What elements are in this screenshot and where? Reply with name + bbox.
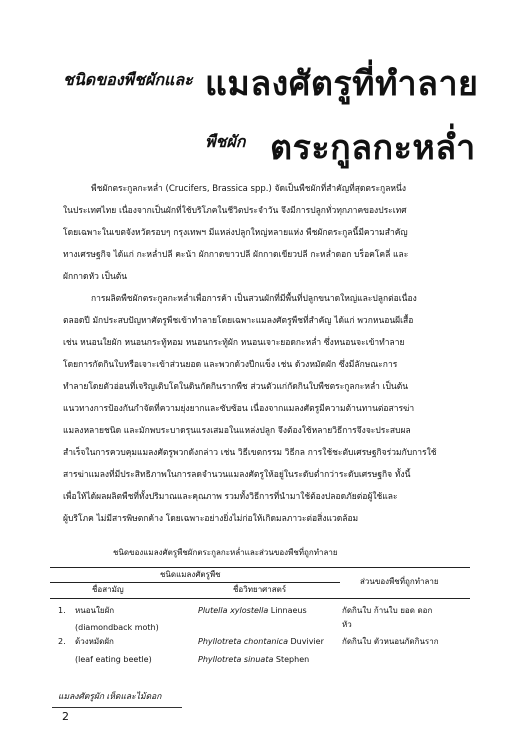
scientific-name [198, 604, 307, 618]
scientific-genus-species: Phyllotreta sinuata [198, 655, 274, 664]
subtitle-prefix: พืชผัก [205, 134, 246, 151]
scientific-author: Duvivier [290, 637, 324, 646]
paragraph-line: โดยเฉพาะในเขตจังหวัดรอบๆ กรุงเทพฯ มีแหล่งปลูกใหญ่หลายแห่ง พืชผักตระกูลนี้มีความสำคัญ [63, 228, 408, 238]
page-number: 2 [62, 710, 69, 723]
paragraph-line: เช่น หนอนใยผัก หนอนกระทู้หอม หนอนกระทู้ผัก หนอนเจาะยอดกะหล่ำ ซึ่งหนอนจะเข้าทำลาย [63, 338, 405, 348]
paragraph-line: สารฆ่าแมลงที่มีประสิทธิภาพในการลดจำนวนแมลงศัตรูให้อยู่ในระดับต่ำกว่าระดับเศรษฐกิจ ทั้งนี้ [63, 470, 411, 480]
common-name-en: (leaf eating beetle) [75, 655, 152, 664]
paragraph-line: ทำลายโดยตัวอ่อนที่เจริญเติบโตในดินกัดกินรากพืช ส่วนตัวแก่กัดกินใบพืชตระกูลกะหล่ำ เป็นต้น [63, 382, 409, 392]
paragraph-line: การผลิตพืชผักตระกูลกะหล่ำเพื่อการค้า เป็นสวนผักที่มีพื้นที่ปลูกขนาดใหญ่และปลูกต่อเนื่อง [91, 294, 417, 304]
damaged-part: กัดกินใบ ก้านใบ ยอด ดอก [342, 606, 433, 615]
scientific-name [198, 653, 309, 667]
row-number: 1. [58, 606, 66, 615]
column-header-scientific: ชื่อวิทยาศาสตร์ [233, 585, 287, 594]
scientific-author: Linnaeus [270, 606, 307, 615]
table-header-group: ชนิดแมลงศัตรูพืช [160, 570, 221, 579]
scientific-genus-species: Phyllotreta chontanica [198, 637, 288, 646]
damaged-part: กัดกินใบ ตัวหนอนกัดกินราก [342, 637, 439, 646]
subtitle-main: ตระกูลกะหล่ำ [270, 128, 476, 168]
row-number: 2. [58, 637, 66, 646]
column-header-common: ชื่อสามัญ [92, 585, 124, 594]
paragraph-line: โดยการกัดกินใบหรือเจาะเข้าส่วนยอด และพวกด้วงปีกแข็ง เช่น ด้วงหมัดผัก ซึ่งมีลักษณะการ [63, 360, 398, 370]
column-header-damage: ส่วนของพืชที่ถูกทำลาย [360, 577, 439, 586]
paragraph-line: ในประเทศไทย เนื่องจากเป็นผักที่ใช้บริโภคในชีวิตประจำวัน จึงมีการปลูกทั่วทุกภาคของประเทศ [63, 206, 407, 216]
common-name-en: (diamondback moth) [75, 623, 159, 632]
table-header-rule [50, 598, 470, 599]
scientific-genus-species: Plutella xylostella [198, 606, 269, 615]
title-prefix: ชนิดของพืชผักและ [63, 72, 193, 89]
table-caption: ชนิดของแมลงศัตรูพืชผักตระกูลกะหล่ำและส่วนของพืชที่ถูกทำลาย [113, 548, 338, 557]
paragraph-line: ผู้บริโภค ไม่มีสารพิษตกค้าง โดยเฉพาะอย่างยิ่งไม่ก่อให้เกิดมลภาวะต่อสิ่งแวดล้อม [63, 514, 359, 524]
paragraph-line: ทางเศรษฐกิจ ได้แก่ กะหล่ำปลี คะน้า ผักกาดขาวปลี ผักกาดเขียวปลี กะหล่ำดอก บร็อคโคลี่ และ [63, 250, 409, 260]
paragraph-line: แมลงหลายชนิด และมักพบระบาดรุนแรงเสมอในแหล่งปลูก จึงต้องใช้หลายวิธีการจึงจะประสบผล [63, 426, 411, 436]
damaged-part-cont: หัว [342, 620, 352, 629]
paragraph-line: พืชผักตระกูลกะหล่ำ (Crucifers, Brassica spp.) จัดเป็นพืชผักที่สำคัญที่สุดตระกูลหนึ่ง [91, 184, 406, 194]
paragraph-line: ผักกาดหัว เป็นต้น [63, 272, 128, 282]
scientific-name [198, 635, 324, 649]
paragraph-line: ตลอดปี มักประสบปัญหาศัตรูพืชเข้าทำลายโดยเฉพาะแมลงศัตรูพืชที่สำคัญ ได้แก่ พวกหนอนผีเสื้อ [63, 316, 414, 326]
table-top-rule [50, 567, 470, 568]
paragraph-line: เพื่อให้ได้ผลผลิตพืชที่ทั้งปริมาณและคุณภาพ รวมทั้งวิธีการที่นำมาใช้ต้องปลอดภัยต่อผู้ใช้และ [63, 492, 398, 502]
footer-rule [52, 707, 182, 708]
scientific-author: Stephen [275, 655, 310, 664]
title-main: แมลงศัตรูที่ทำลาย [205, 64, 479, 104]
paragraph-line: สำเร็จในการควบคุมแมลงศัตรูพวกดังกล่าว เช่น วิธีเขตกรรม วิธีกล การใช้ชะตับเศรษฐกิจร่วมกับการใช้ [63, 448, 437, 458]
footer-title: แมลงศัตรูผัก เห็ดและไม้ดอก [58, 691, 162, 701]
common-name: ด้วงหมัดผัก [75, 637, 114, 646]
common-name: หนอนใยผัก [75, 606, 115, 615]
paragraph-line: แนวทางการป้องกันกำจัดที่ความยุ่งยากและซับซ้อน เนื่องจากแมลงศัตรูมีความต้านทานต่อสารฆ่า [63, 404, 415, 414]
